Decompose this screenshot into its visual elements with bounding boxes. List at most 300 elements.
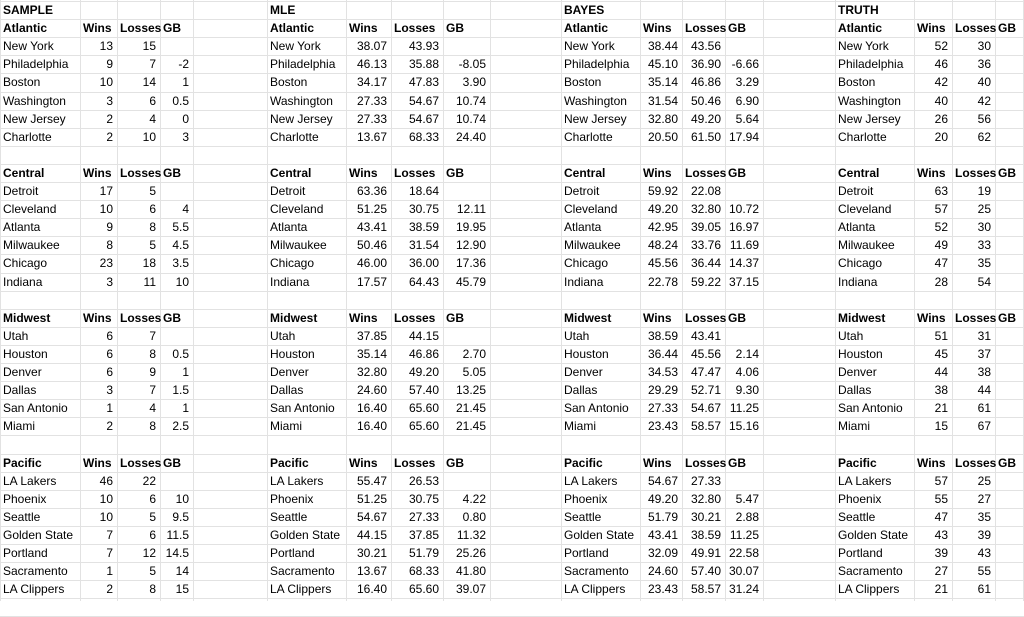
wins-cell: 49.20	[647, 202, 678, 216]
team-name-cell: Seattle	[838, 510, 876, 524]
gb-cell: 15	[175, 582, 189, 596]
losses-cell: 25	[977, 202, 991, 216]
losses-cell: 8	[149, 582, 156, 596]
team-name-cell: Philadelphia	[564, 57, 630, 71]
losses-cell: 27.33	[690, 474, 721, 488]
team-name-cell: Boston	[270, 75, 308, 89]
column-header: Losses	[685, 456, 727, 470]
gb-cell: 4.5	[172, 238, 189, 252]
team-name-cell: Charlotte	[838, 130, 887, 144]
gb-cell: 12.90	[455, 238, 486, 252]
team-name-cell: New York	[3, 39, 54, 53]
wins-cell: 16.40	[356, 419, 387, 433]
gb-cell: 16.97	[728, 220, 759, 234]
team-name-cell: Portland	[838, 546, 883, 560]
team-name-cell: Indiana	[838, 275, 878, 289]
losses-cell: 8	[149, 347, 156, 361]
column-header: Wins	[83, 456, 112, 470]
losses-cell: 6	[149, 94, 156, 108]
wins-cell: 29.29	[647, 383, 678, 397]
team-name-cell: Seattle	[3, 510, 41, 524]
team-name-cell: Utah	[270, 329, 296, 343]
column-header: Wins	[349, 166, 378, 180]
wins-cell: 50.46	[356, 238, 387, 252]
team-name-cell: LA Lakers	[838, 474, 892, 488]
team-name-cell: Golden State	[838, 528, 909, 542]
wins-cell: 36.44	[647, 347, 678, 361]
team-name-cell: Phoenix	[270, 492, 314, 506]
wins-cell: 3	[106, 275, 113, 289]
wins-cell: 10	[99, 202, 113, 216]
team-name-cell: Houston	[3, 347, 48, 361]
division-header: Midwest	[270, 311, 318, 325]
gb-cell: 30.07	[728, 564, 759, 578]
losses-cell: 50.46	[690, 94, 721, 108]
losses-cell: 54.67	[408, 112, 439, 126]
gb-cell: 4.06	[735, 365, 759, 379]
team-name-cell: LA Lakers	[270, 474, 324, 488]
team-name-cell: Philadelphia	[838, 57, 904, 71]
gb-cell: 4	[182, 202, 189, 216]
losses-cell: 36.90	[690, 57, 721, 71]
wins-cell: 57	[934, 202, 948, 216]
column-header: Wins	[643, 311, 672, 325]
team-name-cell: Denver	[3, 365, 42, 379]
team-name-cell: Dallas	[3, 383, 37, 397]
column-header: Losses	[120, 21, 162, 35]
wins-cell: 9	[106, 57, 113, 71]
wins-cell: 13.67	[356, 564, 387, 578]
losses-cell: 57.40	[690, 564, 721, 578]
team-name-cell: Houston	[564, 347, 609, 361]
team-name-cell: Cleveland	[838, 202, 892, 216]
column-header: Wins	[643, 456, 672, 470]
losses-cell: 65.60	[408, 401, 439, 415]
column-header: Wins	[83, 21, 112, 35]
losses-cell: 35	[977, 510, 991, 524]
team-name-cell: Chicago	[838, 256, 883, 270]
wins-cell: 49.20	[647, 492, 678, 506]
wins-cell: 38	[934, 383, 948, 397]
wins-cell: 51	[934, 329, 948, 343]
wins-cell: 20.50	[647, 130, 678, 144]
team-name-cell: Washington	[3, 94, 66, 108]
losses-cell: 57.40	[408, 383, 439, 397]
column-header: GB	[728, 311, 746, 325]
losses-cell: 39.05	[690, 220, 721, 234]
gb-cell: 4.22	[462, 492, 486, 506]
column-header: GB	[163, 456, 181, 470]
wins-cell: 31.54	[647, 94, 678, 108]
losses-cell: 35.88	[408, 57, 439, 71]
column-header: Losses	[120, 456, 162, 470]
wins-cell: 1	[106, 564, 113, 578]
losses-cell: 38.59	[690, 528, 721, 542]
gb-cell: 9.30	[735, 383, 759, 397]
division-header: Pacific	[838, 456, 877, 470]
gb-cell: 31.24	[728, 582, 759, 596]
column-header: Wins	[643, 166, 672, 180]
team-name-cell: Cleveland	[3, 202, 57, 216]
losses-cell: 47.47	[690, 365, 721, 379]
losses-cell: 40	[977, 75, 991, 89]
gb-cell: 22.58	[728, 546, 759, 560]
wins-cell: 46.00	[356, 256, 387, 270]
team-name-cell: LA Clippers	[838, 582, 900, 596]
division-header: Atlantic	[838, 21, 883, 35]
team-name-cell: San Antonio	[3, 401, 68, 415]
gb-cell: 13.25	[455, 383, 486, 397]
wins-cell: 24.60	[356, 383, 387, 397]
gb-cell: 10	[175, 275, 189, 289]
team-name-cell: Houston	[270, 347, 315, 361]
gb-cell: 0.5	[172, 94, 189, 108]
losses-cell: 42	[977, 94, 991, 108]
division-header: Pacific	[3, 456, 42, 470]
losses-cell: 43	[977, 546, 991, 560]
gb-cell: 5.05	[462, 365, 486, 379]
losses-cell: 6	[149, 202, 156, 216]
gb-cell: 10.72	[728, 202, 759, 216]
panel-title: TRUTH	[838, 3, 879, 17]
losses-cell: 18	[142, 256, 156, 270]
gb-cell: 10.74	[455, 94, 486, 108]
team-name-cell: Detroit	[838, 184, 874, 198]
wins-cell: 55.47	[356, 474, 387, 488]
gb-cell: -2	[178, 57, 189, 71]
wins-cell: 38.44	[647, 39, 678, 53]
losses-cell: 32.80	[690, 492, 721, 506]
wins-cell: 3	[106, 94, 113, 108]
losses-cell: 46.86	[408, 347, 439, 361]
wins-cell: 42	[934, 75, 948, 89]
losses-cell: 43.41	[690, 329, 721, 343]
wins-cell: 13.67	[356, 130, 387, 144]
wins-cell: 46.13	[356, 57, 387, 71]
column-header: GB	[998, 166, 1016, 180]
losses-cell: 61	[977, 582, 991, 596]
gb-cell: 11.25	[729, 401, 759, 415]
losses-cell: 8	[149, 220, 156, 234]
gb-cell: 0.80	[462, 510, 486, 524]
team-name-cell: Seattle	[270, 510, 308, 524]
gb-cell: 14	[175, 564, 189, 578]
losses-cell: 49.20	[690, 112, 721, 126]
column-header: Wins	[917, 166, 946, 180]
wins-cell: 43	[934, 528, 948, 542]
wins-cell: 34.17	[356, 75, 387, 89]
losses-cell: 31.54	[408, 238, 439, 252]
team-name-cell: Golden State	[270, 528, 341, 542]
gb-cell: -6.66	[731, 57, 759, 71]
wins-cell: 46	[99, 474, 113, 488]
losses-cell: 67	[977, 419, 991, 433]
losses-cell: 33	[977, 238, 991, 252]
gb-cell: 39.07	[455, 582, 486, 596]
wins-cell: 48.24	[647, 238, 678, 252]
wins-cell: 2	[106, 582, 113, 596]
team-name-cell: San Antonio	[838, 401, 903, 415]
gb-cell: 17.36	[455, 256, 486, 270]
team-name-cell: San Antonio	[564, 401, 629, 415]
team-name-cell: New Jersey	[270, 112, 333, 126]
team-name-cell: Utah	[3, 329, 29, 343]
team-name-cell: Phoenix	[838, 492, 882, 506]
division-header: Midwest	[838, 311, 886, 325]
column-header: Wins	[917, 311, 946, 325]
losses-cell: 37.85	[408, 528, 439, 542]
gb-cell: 9.5	[172, 510, 189, 524]
wins-cell: 24.60	[647, 564, 678, 578]
team-name-cell: New York	[564, 39, 615, 53]
team-name-cell: Indiana	[564, 275, 604, 289]
team-name-cell: Milwaukee	[838, 238, 895, 252]
column-header: Losses	[955, 166, 997, 180]
gb-cell: 1	[182, 365, 189, 379]
gb-cell: 11.69	[729, 238, 759, 252]
division-header: Pacific	[270, 456, 309, 470]
losses-cell: 58.57	[690, 582, 721, 596]
team-name-cell: Boston	[838, 75, 876, 89]
gb-cell: 45.79	[455, 275, 486, 289]
wins-cell: 20	[934, 130, 948, 144]
team-name-cell: Detroit	[564, 184, 600, 198]
losses-cell: 55	[977, 564, 991, 578]
wins-cell: 47	[934, 510, 948, 524]
wins-cell: 52	[934, 39, 948, 53]
team-name-cell: Atlanta	[838, 220, 876, 234]
wins-cell: 6	[106, 347, 113, 361]
division-header: Atlantic	[564, 21, 609, 35]
losses-cell: 59.22	[690, 275, 721, 289]
losses-cell: 65.60	[408, 582, 439, 596]
losses-cell: 36.44	[690, 256, 721, 270]
gb-cell: 1	[182, 401, 189, 415]
wins-cell: 28	[934, 275, 948, 289]
wins-cell: 32.09	[647, 546, 678, 560]
team-name-cell: LA Lakers	[564, 474, 618, 488]
gb-cell: 1	[182, 75, 189, 89]
gb-cell: 2.88	[735, 510, 759, 524]
losses-cell: 22.08	[690, 184, 721, 198]
column-header: Wins	[349, 456, 378, 470]
division-header: Central	[564, 166, 606, 180]
gb-cell: 10	[175, 492, 189, 506]
team-name-cell: Boston	[3, 75, 41, 89]
gb-cell: 19.95	[455, 220, 486, 234]
losses-cell: 30	[977, 220, 991, 234]
wins-cell: 27.33	[647, 401, 678, 415]
wins-cell: 27.33	[356, 94, 387, 108]
wins-cell: 6	[106, 365, 113, 379]
team-name-cell: LA Clippers	[270, 582, 332, 596]
wins-cell: 16.40	[356, 582, 387, 596]
panel-title: SAMPLE	[3, 3, 54, 17]
team-name-cell: New York	[270, 39, 321, 53]
losses-cell: 30	[977, 39, 991, 53]
losses-cell: 49.91	[690, 546, 721, 560]
losses-cell: 32.80	[690, 202, 721, 216]
gb-cell: 17.94	[728, 130, 759, 144]
team-name-cell: Golden State	[564, 528, 635, 542]
losses-cell: 22	[142, 474, 156, 488]
wins-cell: 6	[106, 329, 113, 343]
division-header: Midwest	[3, 311, 51, 325]
column-header: GB	[163, 311, 181, 325]
team-name-cell: Portland	[3, 546, 48, 560]
losses-cell: 27.33	[408, 510, 439, 524]
wins-cell: 44	[934, 365, 948, 379]
team-name-cell: Miami	[564, 419, 596, 433]
column-header: GB	[446, 456, 464, 470]
panel-title: MLE	[270, 3, 296, 17]
losses-cell: 31	[977, 329, 991, 343]
column-header: Losses	[685, 311, 727, 325]
losses-cell: 52.71	[690, 383, 721, 397]
losses-cell: 35	[977, 256, 991, 270]
gb-cell: 0.5	[172, 347, 189, 361]
wins-cell: 15	[934, 419, 948, 433]
losses-cell: 18.64	[408, 184, 439, 198]
column-header: GB	[728, 166, 746, 180]
gb-cell: 14.5	[165, 546, 189, 560]
wins-cell: 43.41	[647, 528, 678, 542]
gb-cell: 14.37	[728, 256, 759, 270]
losses-cell: 45.56	[690, 347, 721, 361]
losses-cell: 61	[977, 401, 991, 415]
gb-cell: 2.5	[172, 419, 189, 433]
losses-cell: 8	[149, 419, 156, 433]
team-name-cell: Philadelphia	[270, 57, 336, 71]
team-name-cell: Indiana	[3, 275, 43, 289]
division-header: Central	[838, 166, 880, 180]
wins-cell: 47	[934, 256, 948, 270]
losses-cell: 5	[149, 510, 156, 524]
team-name-cell: Denver	[270, 365, 309, 379]
gb-cell: 12.11	[456, 202, 486, 216]
wins-cell: 26	[934, 112, 948, 126]
wins-cell: 3	[106, 383, 113, 397]
wins-cell: 46	[934, 57, 948, 71]
losses-cell: 6	[149, 492, 156, 506]
losses-cell: 10	[142, 130, 156, 144]
losses-cell: 26.53	[408, 474, 439, 488]
wins-cell: 35.14	[647, 75, 678, 89]
team-name-cell: Detroit	[3, 184, 39, 198]
gb-cell: 2.70	[462, 347, 486, 361]
losses-cell: 39	[977, 528, 991, 542]
gb-cell: 24.40	[455, 130, 486, 144]
wins-cell: 2	[106, 130, 113, 144]
wins-cell: 45	[934, 347, 948, 361]
team-name-cell: Cleveland	[270, 202, 324, 216]
column-header: GB	[446, 166, 464, 180]
column-header: GB	[998, 21, 1016, 35]
team-name-cell: Denver	[564, 365, 603, 379]
wins-cell: 63	[934, 184, 948, 198]
wins-cell: 23	[99, 256, 113, 270]
team-name-cell: Washington	[838, 94, 901, 108]
wins-cell: 45.10	[647, 57, 678, 71]
team-name-cell: Milwaukee	[3, 238, 60, 252]
losses-cell: 54.67	[690, 401, 721, 415]
losses-cell: 46.86	[690, 75, 721, 89]
team-name-cell: Detroit	[270, 184, 306, 198]
losses-cell: 68.33	[408, 564, 439, 578]
panel-title: BAYES	[564, 3, 605, 17]
losses-cell: 5	[149, 238, 156, 252]
column-header: Wins	[917, 456, 946, 470]
team-name-cell: Utah	[564, 329, 590, 343]
losses-cell: 65.60	[408, 419, 439, 433]
column-header: Losses	[955, 456, 997, 470]
team-name-cell: Sacramento	[270, 564, 335, 578]
losses-cell: 54.67	[408, 94, 439, 108]
losses-cell: 11	[143, 275, 156, 289]
team-name-cell: Miami	[270, 419, 302, 433]
losses-cell: 4	[149, 112, 156, 126]
losses-cell: 47.83	[408, 75, 439, 89]
gb-cell: 25.26	[455, 546, 486, 560]
team-name-cell: Milwaukee	[270, 238, 327, 252]
gb-cell: 37.15	[728, 275, 759, 289]
wins-cell: 21	[934, 401, 948, 415]
wins-cell: 7	[106, 528, 113, 542]
wins-cell: 17	[99, 184, 113, 198]
losses-cell: 19	[977, 184, 991, 198]
losses-cell: 5	[149, 184, 156, 198]
team-name-cell: Indiana	[270, 275, 310, 289]
wins-cell: 2	[106, 112, 113, 126]
wins-cell: 34.53	[647, 365, 678, 379]
column-header: GB	[728, 456, 746, 470]
team-name-cell: Dallas	[838, 383, 872, 397]
losses-cell: 44.15	[408, 329, 439, 343]
gb-cell: 10.74	[455, 112, 486, 126]
losses-cell: 9	[149, 365, 156, 379]
team-name-cell: Seattle	[564, 510, 602, 524]
wins-cell: 38.07	[356, 39, 387, 53]
wins-cell: 23.43	[647, 419, 678, 433]
losses-cell: 37	[977, 347, 991, 361]
wins-cell: 10	[99, 510, 113, 524]
wins-cell: 37.85	[356, 329, 387, 343]
losses-cell: 51.79	[408, 546, 439, 560]
wins-cell: 57	[934, 474, 948, 488]
wins-cell: 21	[934, 582, 948, 596]
losses-cell: 7	[149, 329, 156, 343]
team-name-cell: Houston	[838, 347, 883, 361]
team-name-cell: Atlanta	[564, 220, 602, 234]
wins-cell: 49	[934, 238, 948, 252]
gb-cell: 3.29	[735, 75, 759, 89]
column-header: Losses	[955, 21, 997, 35]
losses-cell: 56	[977, 112, 991, 126]
team-name-cell: Charlotte	[564, 130, 613, 144]
losses-cell: 5	[149, 564, 156, 578]
wins-cell: 51.79	[647, 510, 678, 524]
team-name-cell: Dallas	[270, 383, 304, 397]
division-header: Central	[3, 166, 45, 180]
losses-cell: 58.57	[690, 419, 721, 433]
column-header: Losses	[685, 21, 727, 35]
losses-cell: 30.75	[408, 492, 439, 506]
column-header: GB	[163, 166, 181, 180]
team-name-cell: Washington	[564, 94, 627, 108]
team-name-cell: Atlanta	[270, 220, 308, 234]
wins-cell: 7	[106, 546, 113, 560]
wins-cell: 27	[934, 564, 948, 578]
